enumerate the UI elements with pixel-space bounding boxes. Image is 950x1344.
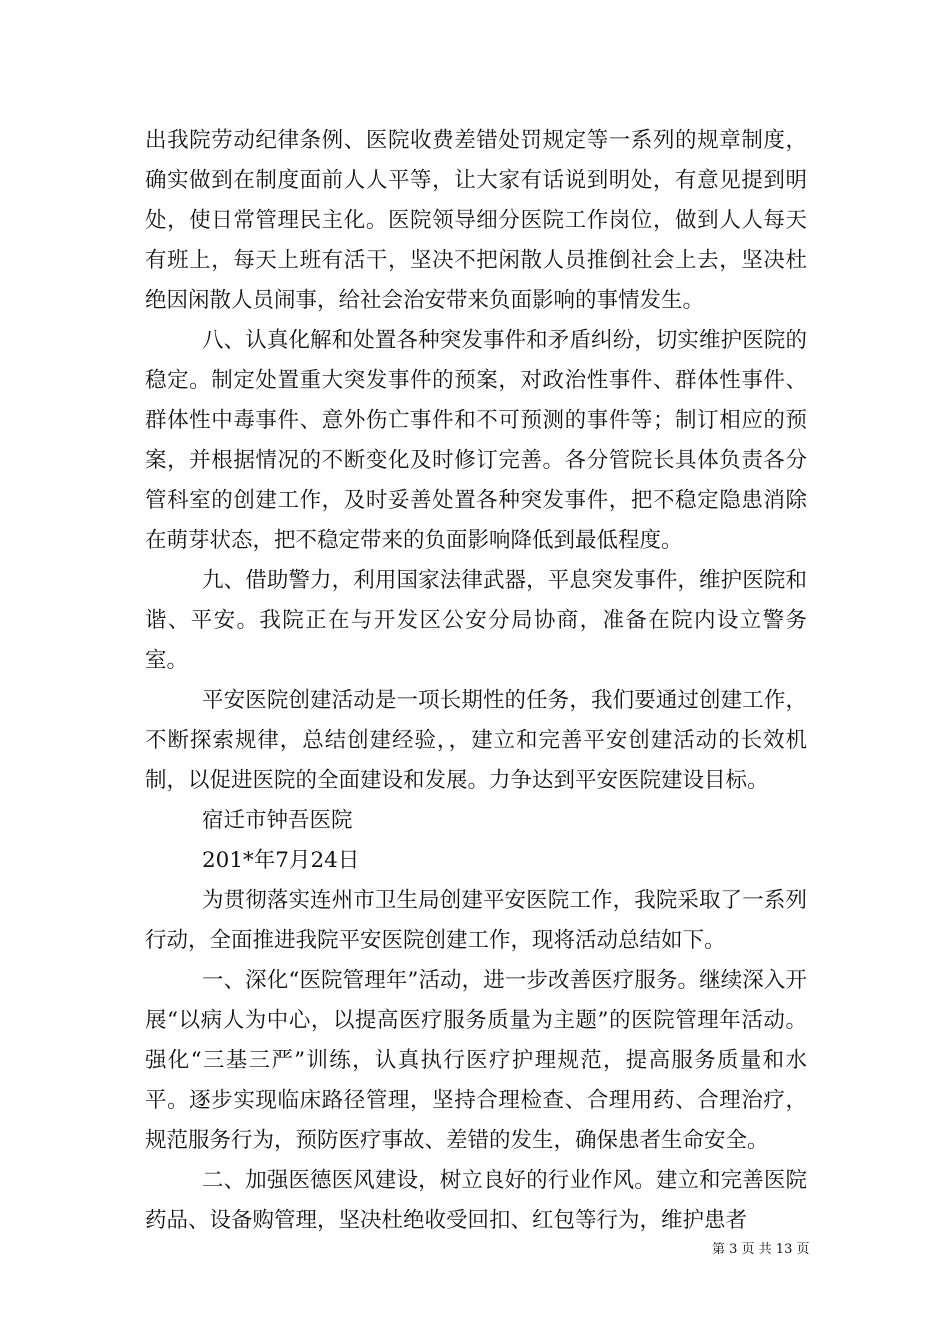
page-number-footer: 第 3 页 共 13 页 xyxy=(712,1242,810,1257)
paragraph-9: 二、加强医德医风建设，树立良好的行业作风。建立和完善医院药品、设备购管理，坚决杜绝收受回扣、红包等行为，维护患者 xyxy=(145,1168,807,1233)
document-body xyxy=(145,121,807,1241)
signature-date: 201*年7月24日 xyxy=(202,848,360,873)
paragraph-7: 为贯彻落实连州市卫生局创建平安医院工作，我院采取了一系列行动，全面推进我院平安医院创建工作，现将活动总结如下。 xyxy=(145,888,807,953)
paragraph-2: 八、认真化解和处置各种突发事件和矛盾纠纷，切实维护医院的稳定。制定处置重大突发事件的预案，对政治性事件、群体性事件、群体性中毒事件、意外伤亡事件和不可预测的事件等；制订相应的预案，并根据情况的不断变化及时修订完善。各分管院长具体负责各分管科室的创建工作，及时妥善处置各种突发事件，把不稳定隐患消除在萌芽状态，把不稳定带来的负面影响降低到最低程度。 xyxy=(145,328,807,553)
signature-organization: 宿迁市钟吾医院 xyxy=(202,808,353,833)
paragraph-8: 一、深化“医院管理年”活动，进一步改善医疗服务。继续深入开展“以病人为中心，以提高医疗服务质量为主题”的医院管理年活动。强化“三基三严”训练，认真执行医疗护理规范，提高服务质量和水平。逐步实现临床路径管理，坚持合理检查、合理用药、合理治疗，规范服务行为，预防医疗事故、差错的发生，确保患者生命安全。 xyxy=(145,968,807,1153)
paragraph-3: 九、借助警力，利用国家法律武器，平息突发事件，维护医院和谐、平安。我院正在与开发区公安分局协商，准备在院内设立警务室。 xyxy=(145,568,807,673)
paragraph-4: 平安医院创建活动是一项长期性的任务，我们要通过创建工作，不断探索规律，总结创建经验，，建立和完善平安创建活动的长效机制，以促进医院的全面建设和发展。力争达到平安医院建设目标。 xyxy=(145,688,807,793)
paragraph-1: 出我院劳动纪律条例、医院收费差错处罚规定等一系列的规章制度，确实做到在制度面前人人平等，让大家有话说到明处，有意见提到明处，使日常管理民主化。医院领导细分医院工作岗位，做到人人每天有班上，每天上班有活干，坚决不把闲散人员推倒社会上去，坚决杜绝因闲散人员闹事，给社会治安带来负面影响的事情发生。 xyxy=(145,128,807,313)
